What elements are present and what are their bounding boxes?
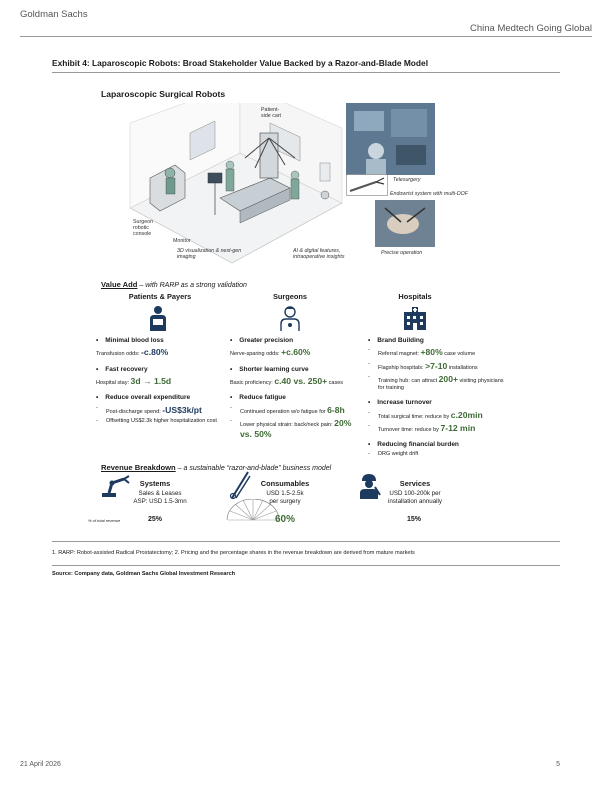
operating-room-illustration	[120, 103, 346, 271]
revenue-pct-systems: 25%	[147, 516, 162, 523]
label-patient-cart: Patient- side cart	[261, 107, 282, 120]
label-precise-operation: Precise operation	[381, 250, 423, 256]
bullet-title: • Shorter learning curve	[230, 366, 360, 374]
label-surgeon-console: Surgeon robotic console	[133, 219, 154, 238]
bullet-dash	[368, 410, 504, 421]
bullet-title: • Greater precision	[230, 337, 360, 345]
exhibit-divider	[52, 72, 560, 73]
operating-room-drawing	[120, 103, 346, 271]
bullet-title: • Reduce fatigue	[230, 394, 360, 402]
bullet-dash	[368, 374, 504, 392]
bullet-title: • Reducing financial burden	[368, 441, 504, 449]
dash-highlight: 6-8h	[327, 404, 345, 415]
telesurgery-photo	[346, 103, 435, 175]
label-monitor: Monitor	[173, 238, 191, 244]
dash-highlight: c.20min	[450, 409, 483, 420]
bullet-dash	[230, 405, 360, 416]
brand-name: Goldman Sachs	[20, 9, 88, 20]
patients-column	[96, 337, 221, 425]
bullet-title: • Reduce overall expenditure	[96, 394, 221, 402]
revenue-title-consumables: Consumables	[260, 479, 310, 488]
revenue-pct-services: 15%	[406, 516, 421, 523]
endowrist-instrument-photo	[346, 174, 388, 196]
dash-suffix: installations	[447, 364, 478, 371]
source-divider	[52, 565, 560, 566]
detail-text: Hospital stay:	[96, 380, 131, 387]
report-title: China Medtech Going Global	[470, 23, 592, 34]
bullet-title: • Increase turnover	[368, 399, 504, 407]
footer-date: 21 April 2026	[20, 761, 61, 768]
dash-text: DRG weight drift	[378, 451, 419, 458]
footnote: 1. RARP: Robot-assisted Radical Prostatectomy; 2. Pricing and the percentage shares in the revenue breakdown are derived from mature markets	[52, 550, 415, 556]
bullet-detail	[230, 376, 360, 387]
bullet-dash	[368, 423, 504, 434]
label-endowrist: Endowrist system with multi-DOF	[390, 191, 468, 197]
dash-highlight: +80%	[420, 347, 443, 358]
revenue-title-systems: Systems	[139, 479, 171, 488]
dash-suffix: visiting physicians for training	[378, 377, 504, 391]
bullet-detail	[96, 376, 221, 387]
exhibit-title: Exhibit 4: Laparoscopic Robots: Broad Stakeholder Value Backed by a Razor-and-Blade Model	[52, 58, 429, 68]
source-line: Source: Company data, Goldman Sachs Global Investment Research	[52, 571, 236, 577]
hospital-icon	[402, 306, 428, 335]
bullet-detail	[96, 347, 221, 358]
detail-highlight: -c.80%	[141, 347, 169, 358]
value-add-heading-row	[101, 274, 247, 292]
column-title-hospitals: Hospitals	[398, 292, 432, 301]
detail-highlight: 3d → 1.5d	[130, 376, 172, 387]
hospitals-column	[368, 337, 504, 458]
revenue-subheading: – a sustainable “razor-and-blade” business model	[175, 465, 332, 472]
header-divider	[20, 36, 592, 37]
dash-text: Post-discharge spend:	[106, 408, 163, 415]
label-ai-features: AI & digital features, intraoperative insights	[293, 248, 345, 261]
bullet-title: • Fast recovery	[96, 366, 221, 374]
revenue-heading: Revenue Breakdown	[101, 463, 176, 472]
illustration-title: Laparoscopic Surgical Robots	[101, 89, 226, 99]
dash-highlight: 20% vs. 50%	[240, 417, 352, 439]
detail-highlight: +c.60%	[281, 347, 311, 358]
page-number: 5	[556, 761, 560, 768]
revenue-body-consumables: USD 1.5-2.5k per surgery	[266, 490, 304, 505]
dash-text: Continued operation w/o fatigue for	[240, 408, 328, 415]
bullet-dash	[368, 347, 504, 358]
endowrist-image	[346, 174, 388, 196]
detail-highlight: c.40 vs. 250+	[274, 376, 328, 387]
detail-text: Transfusion odds:	[96, 351, 142, 358]
notes-divider	[52, 541, 560, 542]
label-telesurgery: Telesurgery	[393, 177, 421, 183]
column-title-surgeons: Surgeons	[272, 292, 308, 301]
bullet-title: • Minimal blood loss	[96, 337, 221, 345]
dash-text: Referral magnet:	[378, 351, 421, 358]
revenue-heading-row	[101, 457, 331, 475]
dash-text: Total surgical time: reduce by	[378, 413, 451, 420]
dash-text: Training hub: can attract	[378, 377, 439, 384]
dash-text: Offsetting US$2.3k higher hospitalization cost	[106, 417, 217, 424]
revenue-pct-consumables: 60%	[274, 514, 295, 525]
bullet-dash	[96, 405, 221, 416]
precise-operation-image	[375, 200, 435, 247]
patient-icon	[147, 305, 169, 336]
dash-highlight: -US$3k/pt	[162, 404, 202, 415]
detail-suffix: cases	[327, 380, 344, 387]
detail-text: Basic proficiency:	[230, 380, 275, 387]
bullet-dash	[368, 451, 504, 458]
revenue-body-services: USD 100-200k per installation annually	[387, 490, 442, 505]
label-visualization: 3D visualization & next-gen imaging	[177, 248, 242, 261]
dash-highlight: >7-10	[425, 360, 448, 371]
telesurgery-image	[346, 103, 435, 175]
dash-highlight: 7-12 min	[440, 422, 476, 433]
dash-text: Flagship hospitals:	[378, 364, 426, 371]
surgeons-column	[230, 337, 360, 440]
revenue-title-services: Services	[399, 479, 431, 488]
bullet-dash	[96, 418, 221, 425]
dash-text: Lower physical strain: back/neck pain:	[240, 421, 335, 428]
revenue-body-systems: Sales & Leases ASP: USD 1.5-3mn	[133, 490, 187, 505]
value-add-subheading: – with RARP as a strong validation	[137, 282, 247, 289]
bullet-title: • Brand Building	[368, 337, 504, 345]
pct-label: % of total revenue	[88, 518, 121, 523]
bullet-dash	[368, 361, 504, 372]
precise-operation-photo	[375, 200, 435, 247]
column-title-patients: Patients & Payers	[128, 292, 192, 301]
dash-suffix: case volume	[442, 351, 476, 358]
bullet-dash	[230, 418, 360, 440]
value-add-heading: Value Add	[101, 280, 138, 289]
surgeon-icon	[279, 305, 301, 336]
dash-text: Turnover time: reduce by	[378, 426, 441, 433]
bullet-detail	[230, 347, 360, 358]
detail-text: Nerve-sparing odds:	[230, 351, 282, 358]
dash-highlight: 200+	[438, 373, 458, 384]
